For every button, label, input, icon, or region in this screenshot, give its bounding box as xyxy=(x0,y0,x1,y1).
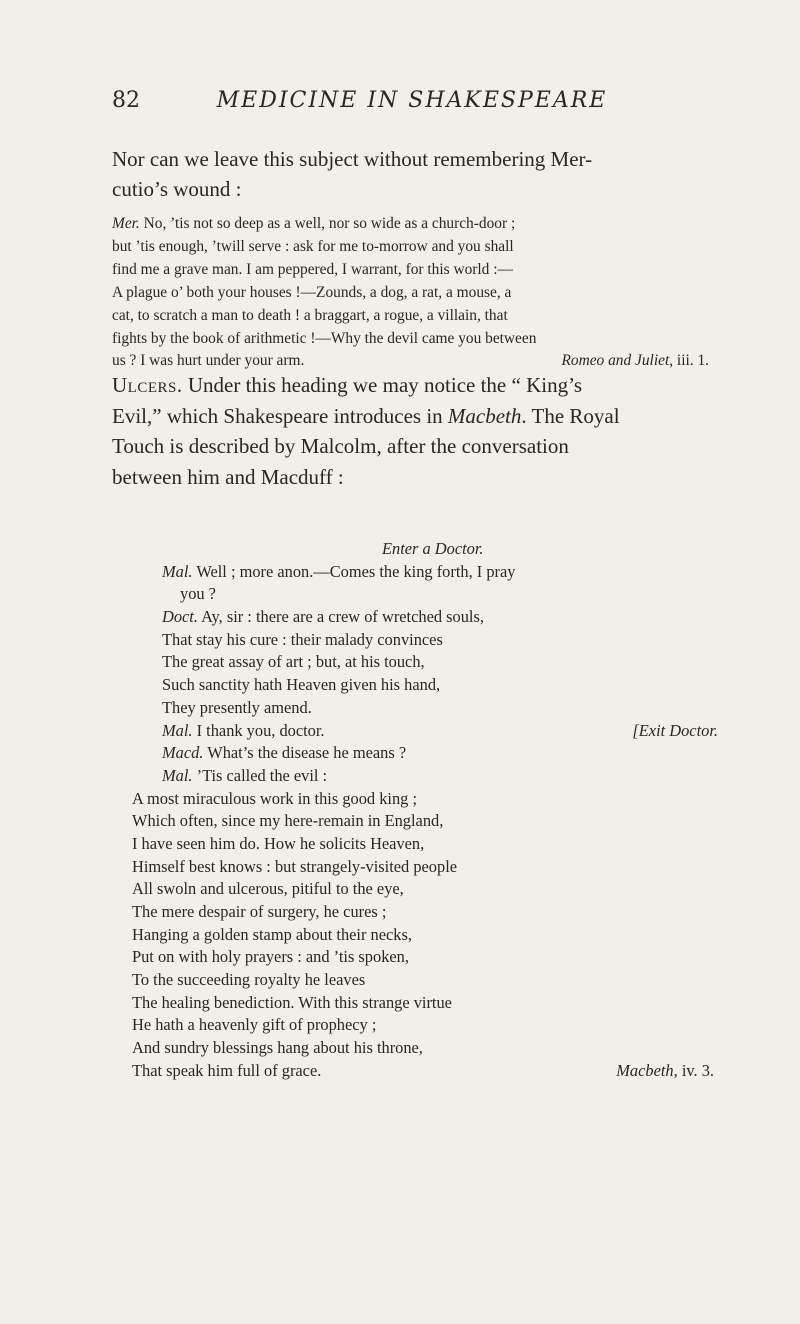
exit-direction: [Exit Doctor. xyxy=(632,720,718,740)
stage-direction: Enter a Doctor. xyxy=(382,539,484,558)
macbeth-quotation xyxy=(132,538,718,1083)
quote-line: A plague o’ both your houses !—Zounds, a dog, a rat, a mouse, a xyxy=(112,283,512,301)
verse-line: Such sanctity hath Heaven given his hand, xyxy=(162,675,441,695)
citation: Romeo and Juliet, iii. 1. xyxy=(561,352,709,370)
page-number: 82 xyxy=(112,88,140,113)
running-title: MEDICINE IN SHAKESPEARE xyxy=(216,88,608,113)
verse-line: Hanging a golden stamp about their necks, xyxy=(132,924,412,944)
verse-line: Put on with holy prayers : and ’tis spoken, xyxy=(132,947,409,967)
verse-line: Himself best knows : but strangely-visited people xyxy=(132,856,458,876)
quote-line: cat, to scratch a man to death ! a braggart, a rogue, a villain, that xyxy=(112,306,508,324)
verse-line: Doct. Ay, sir : there are a crew of wretched souls, xyxy=(162,607,484,627)
intro-line-1: Nor can we leave this subject without remembering Mer- xyxy=(112,147,593,171)
verse-line: That stay his cure : their malady convinces xyxy=(162,629,443,649)
verse-line: To the succeeding royalty he leaves xyxy=(132,970,366,990)
intro-line-2: cutio’s wound : xyxy=(112,177,242,201)
verse-line: Which often, since my here-remain in England, xyxy=(132,811,444,831)
citation: Macbeth, iv. 3. xyxy=(616,1060,714,1080)
verse-line: And sundry blessings hang about his throne, xyxy=(132,1038,423,1058)
quote-line: Mer. No, ’tis not so deep as a well, nor so wide as a church-door ; xyxy=(112,215,516,232)
mercutio-quotation xyxy=(112,213,719,373)
quote-line: fights by the book of arithmetic !—Why the devil came you between xyxy=(112,329,537,347)
verse-line: They presently amend. xyxy=(162,697,312,717)
verse-last-line: That speak him full of grace. Macbeth, iv. 3. xyxy=(132,1060,718,1083)
quote-line: but ’tis enough, ’twill serve : ask for me to-morrow and you shall xyxy=(112,237,514,255)
verse-line: All swoln and ulcerous, pitiful to the eye, xyxy=(132,879,404,899)
intro-paragraph xyxy=(112,144,712,204)
verse-line: He hath a heavenly gift of prophecy ; xyxy=(132,1015,377,1035)
ulcers-paragraph: Ulcers. Under this heading we may notice the “ King’s Evil,” which Shakespeare introduces in Macbeth. The Royal Touch is described by Malcolm, after the conversation between him and Macduff : xyxy=(112,373,620,489)
speaker-name: Mer. xyxy=(112,215,140,232)
verse-line: I have seen him do. How he solicits Heaven, xyxy=(132,833,425,853)
verse-line: Macd. What’s the disease he means ? xyxy=(162,743,407,763)
verse-line: Mal. ’Tis called the evil : xyxy=(162,765,328,785)
verse-line: Mal. Well ; more anon.—Comes the king forth, I pray xyxy=(162,561,516,581)
quote-line: find me a grave man. I am peppered, I warrant, for this world :— xyxy=(112,260,513,278)
section-heading: Ulcers. xyxy=(112,373,183,397)
verse-line: Mal. I thank you, doctor. [Exit Doctor. xyxy=(132,720,718,743)
verse-line: The great assay of art ; but, at his touch, xyxy=(162,652,425,672)
verse-line: you ? xyxy=(180,584,216,604)
verse-line: A most miraculous work in this good king ; xyxy=(132,788,418,808)
quote-last-line: us ? I was hurt under your arm. Romeo and Juliet, iii. 1. xyxy=(112,350,719,373)
page-header xyxy=(112,88,712,118)
verse-line: The mere despair of surgery, he cures ; xyxy=(132,902,387,921)
verse-line: The healing benediction. With this strange virtue xyxy=(132,992,452,1012)
